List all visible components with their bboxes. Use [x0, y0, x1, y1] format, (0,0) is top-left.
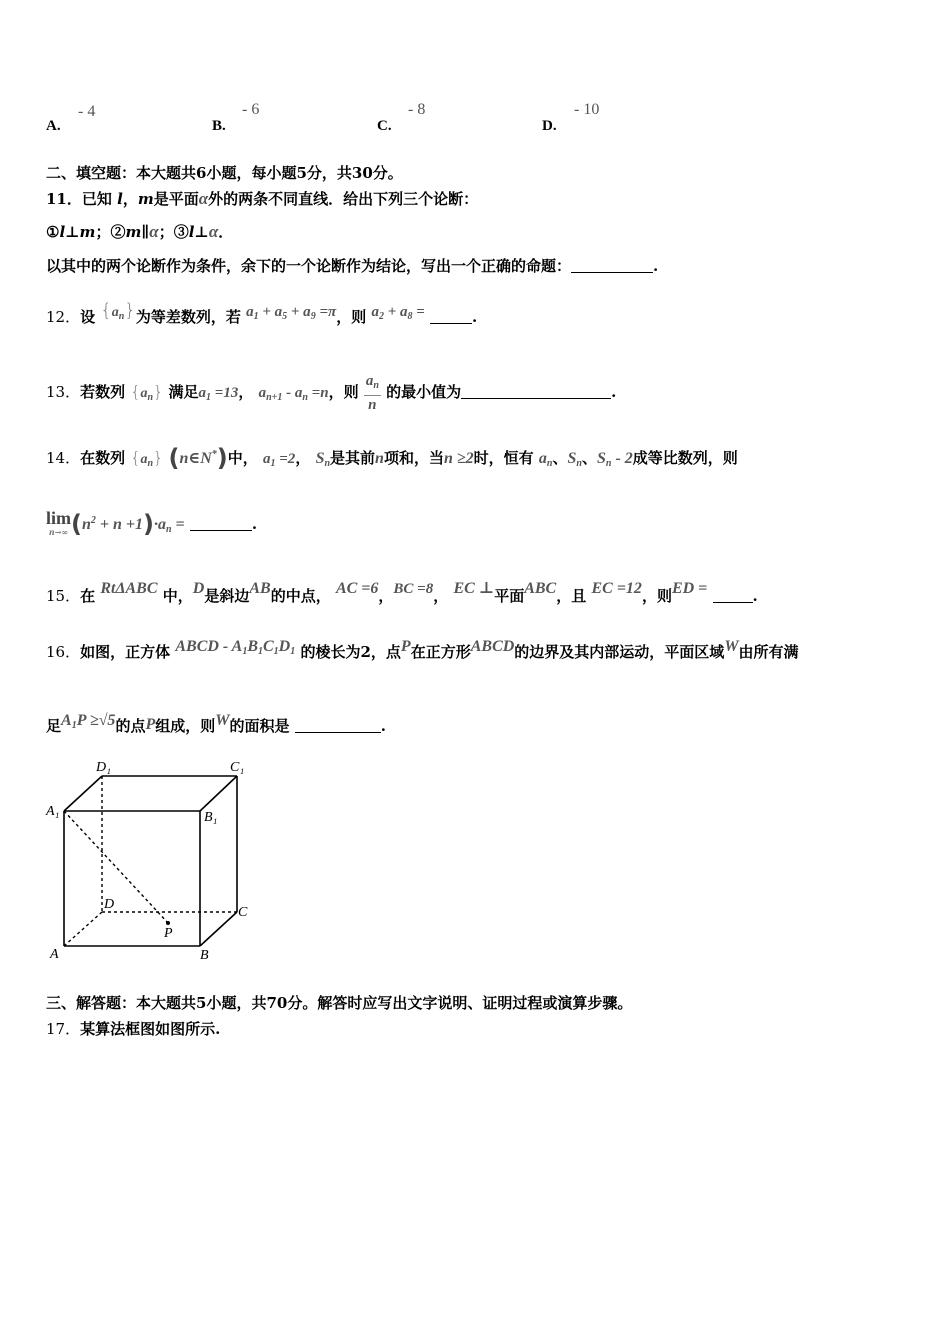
label-c: C — [238, 905, 248, 920]
q16-line2: 足$A_1P \ge√5$的点P组成，则W的面积是 . — [46, 712, 386, 735]
edge-b1c1 — [200, 776, 237, 811]
label-a1: A₁ — [46, 804, 60, 819]
answer-blank — [190, 516, 252, 531]
option-letter: B. — [212, 118, 226, 134]
q16: 16．如图，正方体 ABCD - $A_1B_1C_1D_1$ 的棱长为2，点P在正方形ABCD的边界及其内部运动，平面区域W由所有满 — [46, 638, 799, 661]
label-b1: B₁ — [204, 810, 218, 825]
edge-ad — [64, 912, 102, 946]
option-letter: C. — [377, 118, 392, 134]
option-letter: D. — [542, 118, 557, 134]
option-a-value: - 4 — [78, 103, 96, 120]
section3-heading: 三、解答题：本大题共5小题，共70分。解答时应写出文字说明、证明过程或演算步骤。 — [46, 994, 633, 1012]
point-p — [166, 921, 170, 925]
option-d — [542, 116, 557, 135]
segment-a1p — [64, 811, 168, 923]
label-a: A — [50, 947, 59, 962]
option-c-value: - 8 — [408, 101, 426, 118]
option-a — [46, 116, 61, 135]
q13: 13．若数列 $\{a_n\}$ 满足$a_1 =13$， $a_{n+1} - a_n =n$，则 $\frac{a_n}{n}$ 的最小值为 . — [46, 373, 617, 413]
q14-limit: lim n→∞ $(n^2 + n +1)\cdot a_n$ = . — [46, 508, 258, 538]
label-d1: D₁ — [96, 760, 111, 775]
option-c — [377, 116, 392, 135]
q14-number: 14． — [46, 449, 81, 467]
q14: 14．在数列 $\{a_n\}$ (n∈N*)中， $a_1 =2$， $S_n$是其前n项和，当n ≥2时，恒有 $a_n$、$S_n$、$S_n - 2$成等比数列，则 — [46, 444, 738, 472]
cube-figure — [40, 755, 260, 970]
q11-line2: ①l⊥m；②m∥α；③l⊥α． — [46, 222, 234, 241]
q11-number: 11． — [46, 190, 82, 208]
answer-blank — [295, 718, 381, 733]
label-d: D — [104, 897, 115, 912]
answer-blank — [430, 309, 472, 324]
q16-number: 16． — [46, 643, 81, 661]
option-letter: A. — [46, 118, 61, 134]
q17-number: 17． — [46, 1020, 81, 1038]
q15: 15．在 RtΔABC 中，D是斜边AB的中点， AC =6，BC =8， EC ⊥平面ABC，且 EC =12，则ED = . — [46, 580, 758, 605]
q11-line1: 11．已知 l，m是平面α外的两条不同直线．给出下列三个论断： — [46, 189, 479, 208]
q12: 12．设 $\{a_n\}$为等差数列，若 $a_1 + a_5 + a_9 =\pi$，则 $a_2 + a_8$ = . — [46, 300, 478, 326]
q12-number: 12． — [46, 308, 81, 326]
option-d-value: - 10 — [574, 101, 600, 118]
answer-blank — [461, 384, 611, 399]
section2-heading: 二、填空题：本大题共6小题，每小题5分，共30分。 — [46, 164, 403, 182]
edge-bc — [200, 912, 237, 946]
label-c1: C₁ — [230, 760, 245, 775]
label-p: P — [164, 926, 173, 941]
option-b — [212, 116, 226, 135]
q13-number: 13． — [46, 383, 81, 401]
label-b: B — [200, 948, 209, 963]
q17: 17．某算法框图如图所示. — [46, 1020, 221, 1038]
answer-blank — [571, 258, 653, 273]
q15-number: 15． — [46, 587, 81, 605]
q11-line3: 以其中的两个论断作为条件，余下的一个论断作为结论，写出一个正确的命题： . — [46, 257, 659, 275]
answer-blank — [713, 588, 753, 603]
option-b-value: - 6 — [242, 101, 260, 118]
edge-a1d1 — [64, 776, 102, 811]
